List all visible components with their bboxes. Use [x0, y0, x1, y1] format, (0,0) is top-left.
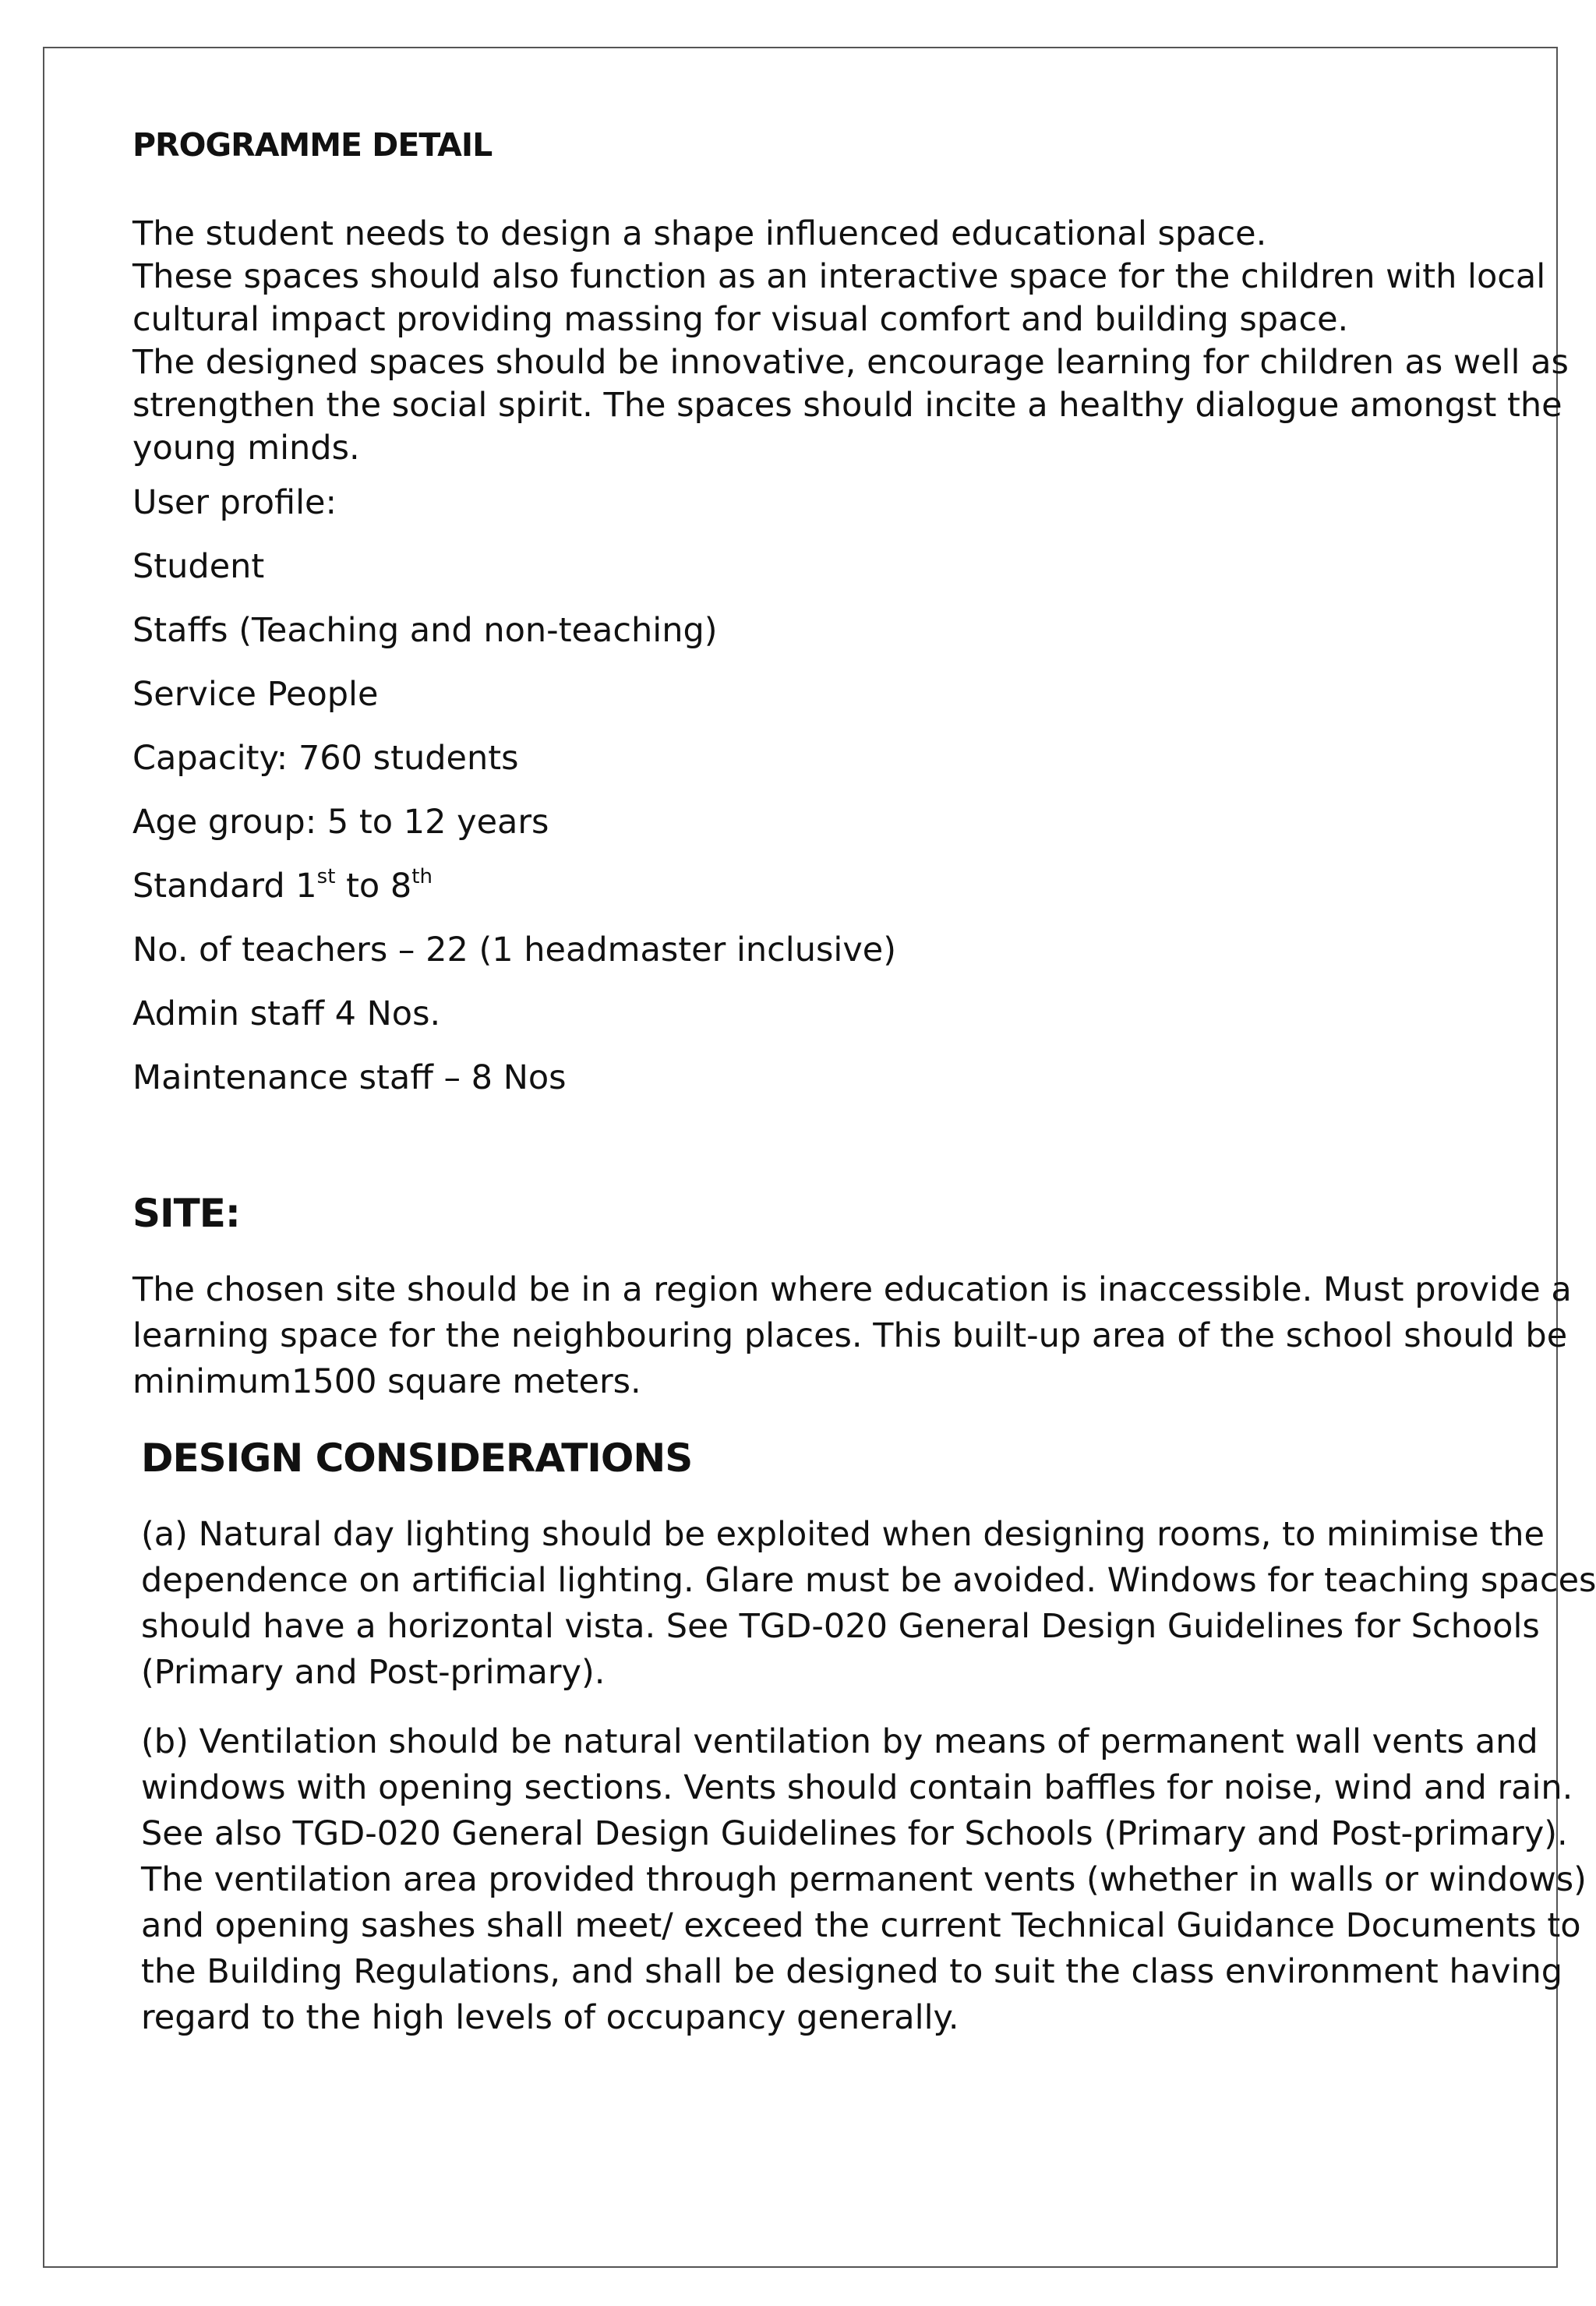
age-group-text: Age group: 5 to 12 years — [132, 803, 549, 842]
programme-intro-line: strengthen the social spirit. The spaces should incite a healthy dialogue amongst the — [132, 386, 1562, 425]
standard-middle: to 8 — [335, 867, 412, 906]
site-heading: SITE: — [132, 1191, 240, 1236]
design-b-line: and opening sashes shall meet/ exceed the current Technical Guidance Documents to — [141, 1906, 1581, 1945]
site-description — [132, 1267, 1572, 1405]
standard-first-sup: st — [316, 865, 336, 888]
design-b-line: See also TGD-020 General Design Guidelines for Schools (Primary and Post-primary). — [141, 1814, 1568, 1853]
design-a-line: (a) Natural day lighting should be exploited when designing rooms, to minimise the — [141, 1515, 1545, 1554]
programme-intro-line: The designed spaces should be innovative, encourage learning for children as well as — [132, 343, 1569, 382]
programme-intro — [132, 213, 1569, 470]
design-b-line: regard to the high levels of occupancy generally. — [141, 1998, 959, 2037]
design-b-line: windows with opening sections. Vents should contain baffles for noise, wind and rain. — [141, 1768, 1573, 1807]
capacity-text: Capacity: 760 students — [132, 739, 519, 778]
standard-prefix: Standard 1 — [132, 867, 317, 906]
design-a-line: should have a horizontal vista. See TGD-020 General Design Guidelines for Schools — [141, 1607, 1540, 1646]
user-profile-item: Student — [132, 547, 265, 586]
design-heading: DESIGN CONSIDERATIONS — [141, 1436, 693, 1481]
site-line: minimum1500 square meters. — [132, 1362, 641, 1401]
design-paragraph-b — [141, 1719, 1587, 2041]
user-profile-item: Staffs (Teaching and non-teaching) — [132, 611, 718, 650]
programme-heading: PROGRAMME DETAIL — [132, 126, 493, 164]
user-profile-item: Service People — [132, 675, 379, 714]
admin-staff-text: Admin staff 4 Nos. — [132, 994, 441, 1033]
programme-intro-line: cultural impact providing massing for visual comfort and building space. — [132, 300, 1349, 339]
site-line: The chosen site should be in a region where education is inaccessible. Must provide a — [132, 1270, 1572, 1309]
user-profile-label: User profile: — [132, 483, 337, 522]
standard-second-sup: th — [411, 865, 433, 888]
design-a-line: (Primary and Post-primary). — [141, 1653, 606, 1692]
teachers-text: No. of teachers – 22 (1 headmaster inclusive) — [132, 931, 897, 969]
programme-intro-line: The student needs to design a shape influenced educational space. — [132, 214, 1267, 253]
standard-text — [132, 865, 433, 908]
site-line: learning space for the neighbouring places. This built-up area of the school should be — [132, 1316, 1568, 1355]
design-b-line: The ventilation area provided through permanent vents (whether in walls or windows) — [141, 1860, 1587, 1899]
design-paragraph-a — [141, 1512, 1596, 1696]
design-b-line: the Building Regulations, and shall be designed to suit the class environment having — [141, 1952, 1562, 1991]
design-b-line: (b) Ventilation should be natural ventilation by means of permanent wall vents and — [141, 1722, 1538, 1761]
maintenance-staff-text: Maintenance staff – 8 Nos — [132, 1058, 567, 1097]
design-a-line: dependence on artificial lighting. Glare must be avoided. Windows for teaching spaces — [141, 1561, 1596, 1600]
programme-intro-line: These spaces should also function as an interactive space for the children with local — [132, 257, 1546, 296]
programme-intro-line: young minds. — [132, 429, 360, 468]
